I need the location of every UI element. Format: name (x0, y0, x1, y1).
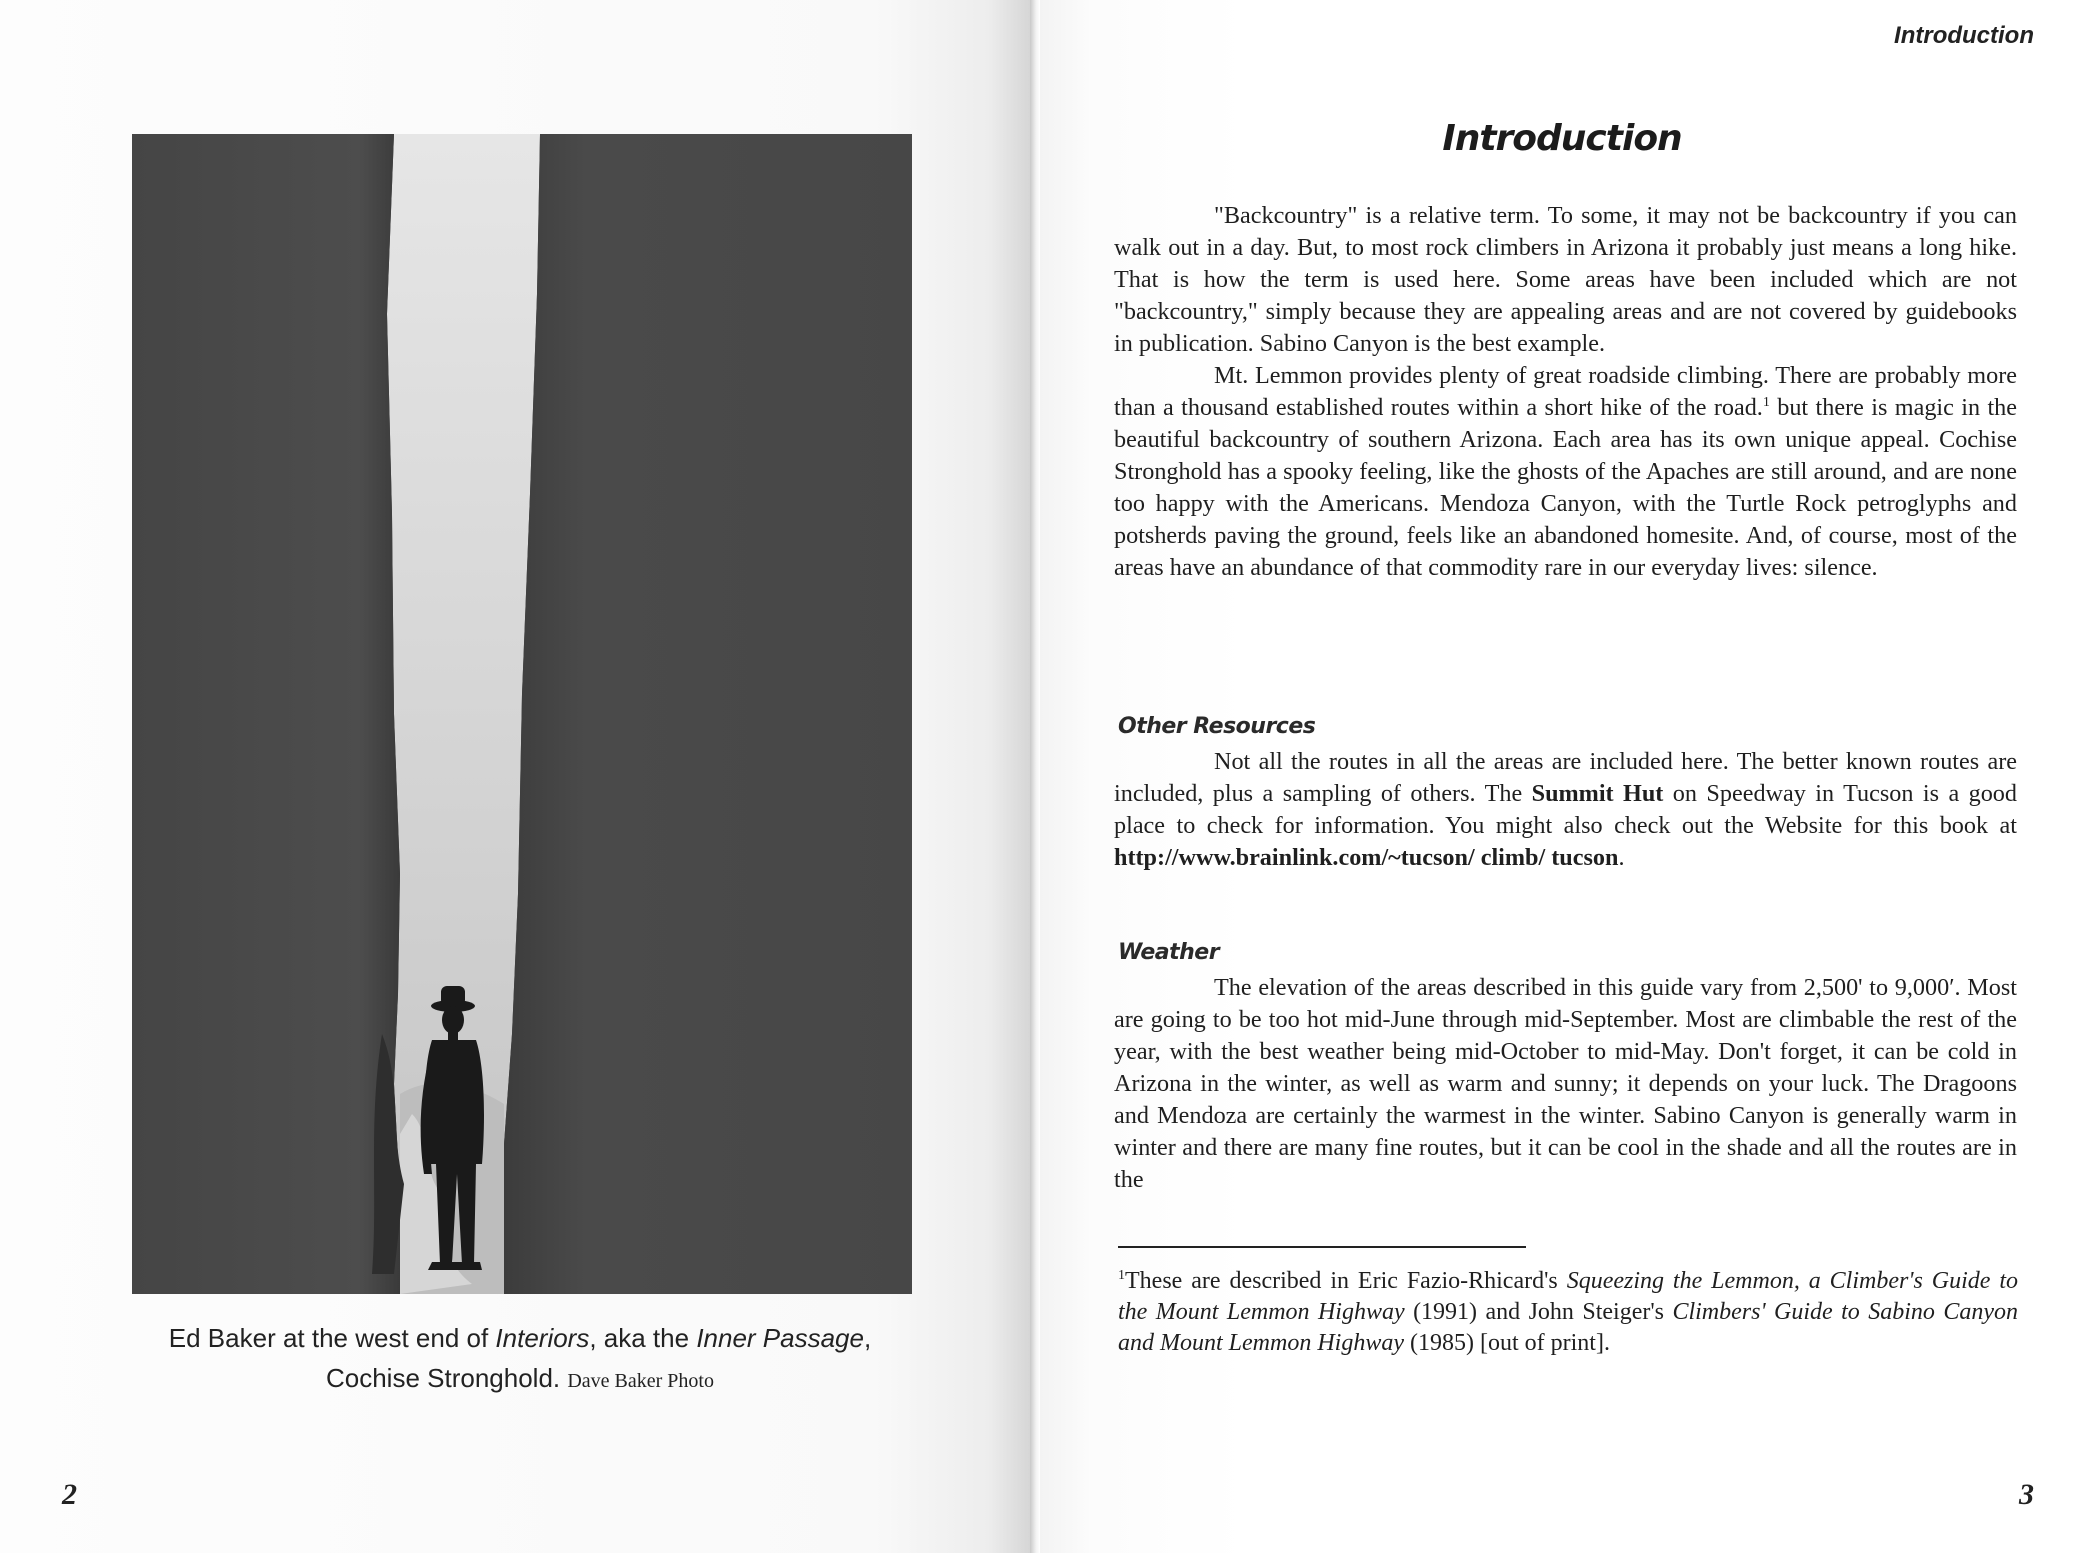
book-gutter (1030, 0, 1040, 1553)
website-url: http://www.brainlink.com/~tucson/ climb/ tucson (1114, 844, 1619, 871)
page-number-right: 3 (2019, 1478, 2034, 1511)
other-resources-paragraph (1114, 746, 2017, 874)
caption-text: Ed Baker at the west end of (168, 1323, 496, 1353)
weather-paragraph: The elevation of the areas described in this guide vary from 2,500' to 9,000′. Most are going to be too hot mid-June through mid-September. Most are climbable the rest of the year, with the best weather being mid-October to mid-May. Don't forget, it can be cold in Arizona in the winter, as well as warm and sunny; it depends on your luck. The Dragoons and Mendoza are certainly the warmest in the winter. Sabino Canyon is generally warm in winter and there are many fine routes, but it can be cool in the shade and all the routes are in the (1114, 974, 2017, 1193)
left-page (0, 0, 1030, 1553)
footnote-book-title-1: Squeezing the Lemmon, a Climber's Guide to the Mount Lemmon Highway (1118, 1268, 2018, 1325)
page-number-left: 2 (62, 1478, 77, 1511)
photo-climber-in-chimney (132, 134, 912, 1294)
footnote-divider (1118, 1246, 1526, 1248)
heading-other-resources: Other Resources (1118, 714, 1316, 739)
paragraph-text: Not all the routes in all the areas are included here. The better known routes are included, plus a sampling of others. The (1114, 748, 2017, 807)
caption-line-2 (110, 1358, 930, 1401)
caption-alias-name: Inner Passage (696, 1323, 864, 1353)
intro-paragraph-1: "Backcountry" is a relative term. To some, it may not be backcountry if you can walk out in a day. But, to most rock climbers in Arizona it probably just means a long hike. That is how the term is used here. Some areas have been included which are not "backcountry," simply because they are appealing areas and are not covered by guidebooks in publication. Sabino Canyon is the best example. (1114, 202, 2017, 357)
footnote-mark: 1 (1118, 1268, 1125, 1283)
paragraph-text: on Speedway in Tucson is a good place to check for information. You might also check out the Website for this book at (1114, 780, 2017, 839)
caption-line-1 (110, 1318, 930, 1358)
right-page (1040, 0, 2084, 1553)
heading-weather: Weather (1118, 940, 1220, 965)
footnote (1118, 1266, 2018, 1359)
footnote-book-title-2: Climbers' Guide to Sabino Canyon and Mount Lemmon Highway (1118, 1299, 2018, 1356)
photo-caption (110, 1318, 930, 1401)
weather-body (1114, 972, 2017, 1196)
footnote-text: (1985) [out of print]. (1403, 1330, 1610, 1356)
paragraph-text: Mt. Lemmon provides plenty of great roadside climbing. There are probably more than a thousand established routes within a short hike of the road. (1114, 362, 2017, 421)
other-resources-body (1114, 746, 2017, 874)
caption-text: , aka the (589, 1323, 697, 1353)
caption-location: Cochise Stronghold. (325, 1363, 561, 1393)
running-head: Introduction (1894, 22, 2034, 49)
photo-credit: Dave Baker Photo (567, 1370, 714, 1392)
intro-body (1114, 200, 2017, 584)
paragraph-text: . (1618, 844, 1625, 871)
intro-paragraph-2 (1114, 360, 2017, 584)
store-name: Summit Hut (1531, 780, 1664, 807)
paragraph-text: but there is magic in the beautiful backcountry of southern Arizona. Each area has its own unique appeal. Cochise Stronghold has a spooky feeling, like the ghosts of the Apaches are still around, and are none too happy with the Americans. Mendoza Canyon, with the Turtle Rock petroglyphs and potsherds paving the ground, feels like an abandoned homesite. And, of course, most of the areas have an abundance of that commodity rare in our everyday lives: silence. (1114, 394, 2018, 581)
caption-route-name: Interiors (495, 1323, 590, 1353)
photo-image (132, 134, 912, 1294)
caption-text: , (863, 1323, 872, 1353)
footnote-reference: 1 (1762, 395, 1770, 410)
chapter-title: Introduction (1442, 118, 1682, 159)
footnote-text: (1991) and John Steiger's (1404, 1299, 1673, 1325)
footnote-text: These are described in Eric Fazio-Rhicard's (1125, 1268, 1567, 1294)
